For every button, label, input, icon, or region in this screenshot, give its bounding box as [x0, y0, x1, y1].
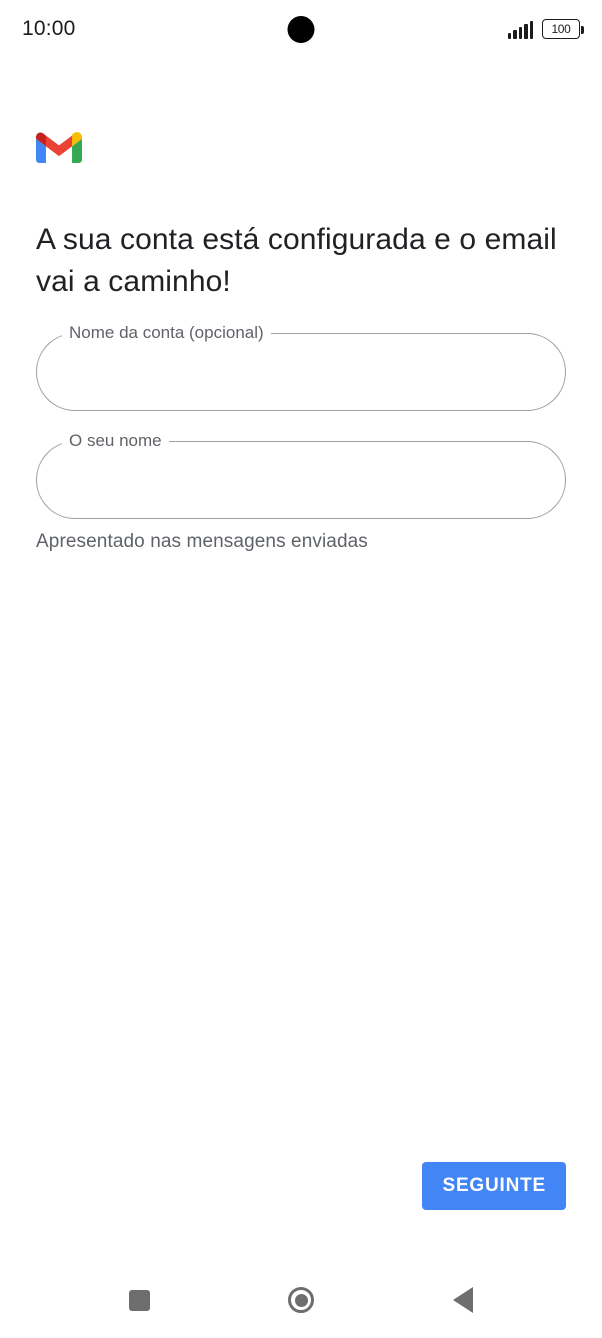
circle-home-icon[interactable] — [288, 1287, 314, 1313]
account-name-label: Nome da conta (opcional) — [62, 323, 271, 343]
your-name-label: O seu nome — [62, 431, 169, 451]
signal-bars-icon — [508, 20, 534, 39]
your-name-input[interactable] — [36, 441, 566, 519]
your-name-field[interactable] — [36, 431, 566, 519]
gmail-logo-icon — [36, 130, 82, 166]
status-bar — [0, 0, 602, 58]
battery-icon — [542, 19, 580, 39]
setup-content — [0, 58, 602, 1262]
page-title: A sua conta está configurada e o email vai a caminho! — [36, 223, 557, 298]
status-icons — [508, 19, 581, 39]
next-button[interactable]: SEGUINTE — [422, 1162, 566, 1210]
battery-level-label: 100 — [551, 22, 571, 36]
your-name-helper-text: Apresentado nas mensagens enviadas — [36, 531, 368, 552]
triangle-back-icon[interactable] — [453, 1287, 473, 1313]
android-navigation-bar — [0, 1262, 602, 1338]
account-name-input[interactable] — [36, 333, 566, 411]
front-camera-dot — [288, 16, 315, 43]
square-recents-icon[interactable] — [129, 1290, 150, 1311]
status-time: 10:00 — [22, 17, 76, 40]
account-name-field[interactable] — [36, 323, 566, 411]
